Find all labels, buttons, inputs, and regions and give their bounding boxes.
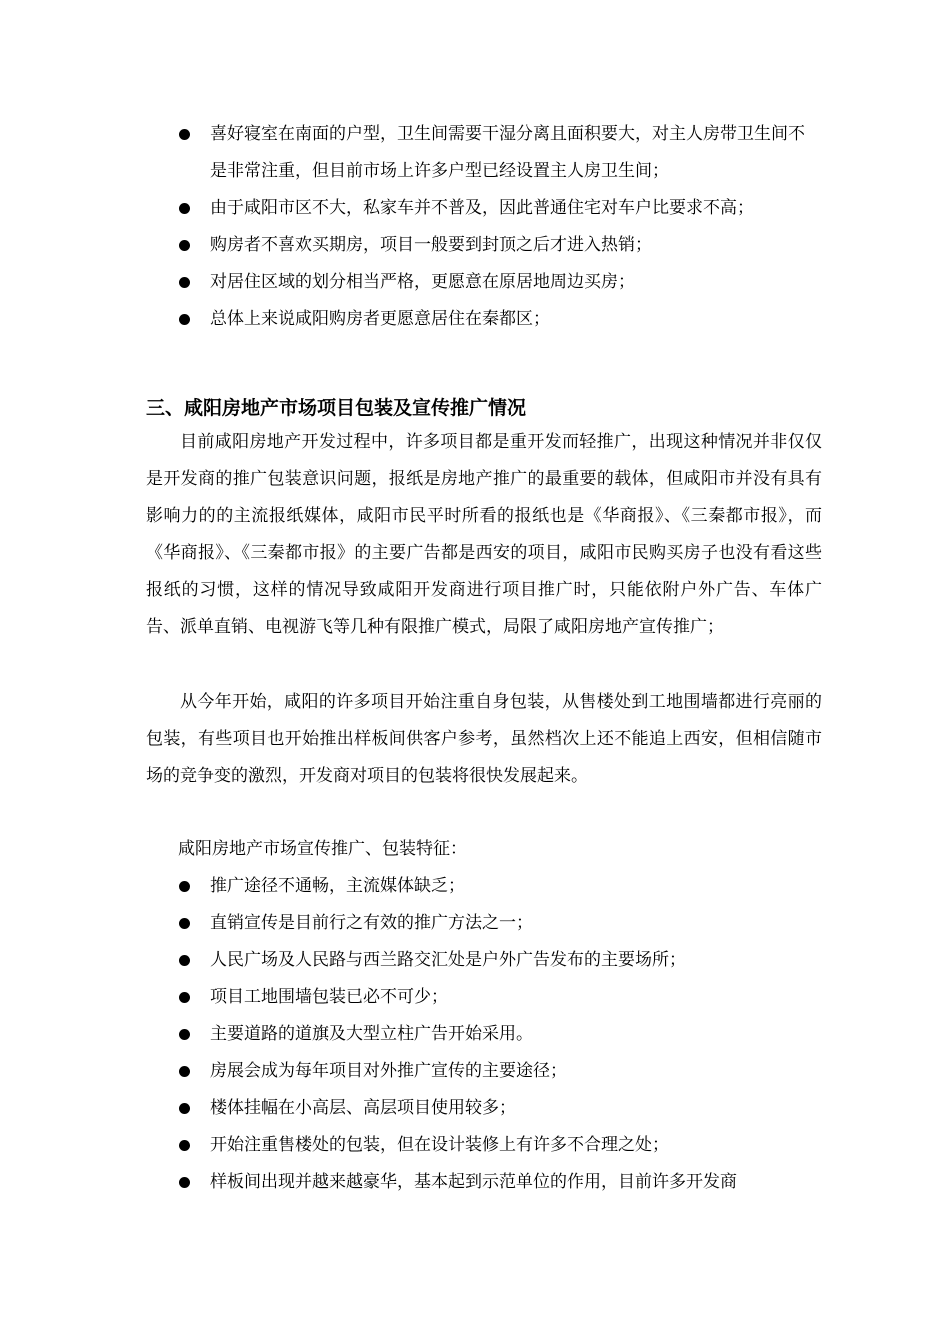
list-item [0, 979, 950, 1016]
bullet-icon [179, 992, 190, 1003]
bullet-icon [179, 203, 190, 214]
list-item [0, 116, 950, 190]
list-item [0, 1127, 950, 1164]
list-item-text: 房展会成为每年项目对外推广宣传的主要途径； [210, 1061, 567, 1081]
bullet-icon [179, 918, 190, 929]
list-item [0, 264, 950, 301]
bullet-icon [179, 1177, 190, 1188]
list-item-text: 主要道路的道旗及大型立柱广告开始采用。 [210, 1024, 533, 1044]
list-item-text: 楼体挂幅在小高层、高层项目使用较多； [210, 1098, 516, 1118]
list-item [0, 227, 950, 264]
list-item [0, 1016, 950, 1053]
bullet-icon [179, 314, 190, 325]
list-item-text: 总体上来说咸阳购房者更愿意居住在秦都区； [210, 309, 550, 329]
bullet-icon [179, 129, 190, 140]
bullet-icon [179, 240, 190, 251]
list-item [0, 905, 950, 942]
list-item-text: 对居住区域的划分相当严格，更愿意在原居地周边买房； [210, 272, 635, 292]
list-item [0, 190, 950, 227]
bullet-icon [179, 1066, 190, 1077]
list-item-text: 购房者不喜欢买期房，项目一般要到封顶之后才进入热销； [210, 235, 652, 255]
list-item-text: 开始注重售楼处的包装，但在设计装修上有许多不合理之处； [210, 1135, 669, 1155]
bullet-icon [179, 955, 190, 966]
list-item-text: 样板间出现并越来越豪华，基本起到示范单位的作用，目前许多开发商 [210, 1172, 737, 1192]
paragraph-packaging-trend: 从今年开始，咸阳的许多项目开始注重自身包装，从售楼处到工地围墙都进行亮丽的包装，有些项目也开始推出样板间供客户参考，虽然档次上还不能追上西安，但相信随市场的竞争变的激烈，开发商对项目的包装将很快发展起来。 [146, 692, 822, 786]
list-item [0, 1090, 950, 1127]
list-item-text: 项目工地围墙包装已必不可少； [210, 987, 448, 1007]
features-intro: 咸阳房地产市场宣传推广、包装特征： [178, 839, 467, 859]
bullet-icon [179, 1103, 190, 1114]
list-item-text: 直销宣传是目前行之有效的推广方法之一； [210, 913, 533, 933]
list-item-text: 喜好寝室在南面的户型，卫生间需要干湿分离且面积要大，对主人房带卫生间不是非常注重，但目前市场上许多户型已经设置主人房卫生间； [210, 124, 805, 181]
section-heading: 三、咸阳房地产市场项目包装及宣传推广情况 [146, 397, 527, 419]
list-item [0, 1053, 950, 1090]
buyer-preferences-list [0, 116, 950, 338]
promotion-features-list [0, 868, 950, 1201]
list-item-text: 人民广场及人民路与西兰路交汇处是户外广告发布的主要场所； [210, 950, 686, 970]
bullet-icon [179, 1140, 190, 1151]
bullet-icon [179, 277, 190, 288]
list-item-text: 推广途径不通畅，主流媒体缺乏； [210, 876, 465, 896]
paragraph-promotion-status: 目前咸阳房地产开发过程中，许多项目都是重开发而轻推广，出现这种情况并非仅仅是开发商的推广包装意识问题，报纸是房地产推广的最重要的载体，但咸阳市并没有具有影响力的的主流报纸媒体，咸阳市民平时所看的报纸也是《华商报》、《三秦都市报》，而《华商报》、《三秦都市报》的主要广告都是西安的项目，咸阳市民购买房子也没有看这些报纸的习惯，这样的情况导致咸阳开发商进行项目推广时，只能依附户外广告、车体广告、派单直销、电视游飞等几种有限推广模式，局限了咸阳房地产宣传推广； [146, 432, 822, 637]
bullet-icon [179, 1029, 190, 1040]
list-item-text: 由于咸阳市区不大，私家车并不普及，因此普通住宅对车户比要求不高； [210, 198, 754, 218]
list-item [0, 301, 950, 338]
bullet-icon [179, 881, 190, 892]
list-item [0, 868, 950, 905]
list-item [0, 1164, 950, 1201]
list-item [0, 942, 950, 979]
